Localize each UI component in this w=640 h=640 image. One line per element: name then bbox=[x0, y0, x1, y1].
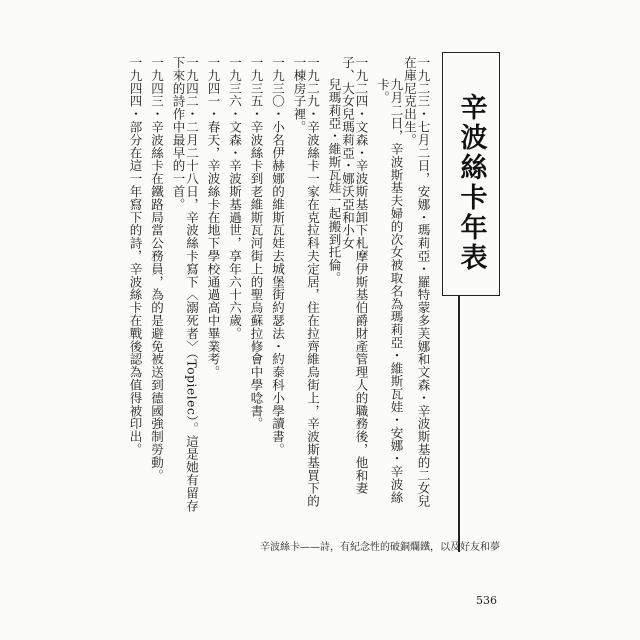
chapter-title: 辛波絲卡年表 bbox=[455, 93, 487, 273]
vertical-rule bbox=[458, 296, 460, 552]
entry-line: 一九三五・辛波絲卡到老維斯瓦河街上的聖烏蘇拉修會中學唸書。 bbox=[249, 56, 264, 431]
chronology-list bbox=[128, 56, 431, 516]
entry-line: 一九四二・二月二十八日，辛波絲卡寫下〈溺死者〉（Topielec）。這是她有留存下來的詩作中最早的一首。 bbox=[171, 56, 200, 513]
chronology-entry-1944 bbox=[129, 56, 143, 516]
chronology-entry-1930 bbox=[271, 56, 285, 516]
page-number: 536 bbox=[476, 594, 497, 607]
entry-line: 一九二四・文森・辛波斯基卸下札摩伊斯基伯爵財產管理人的職務後，他和妻子、大女兒瑪莉亞・娜沃亞和小女 bbox=[340, 56, 369, 495]
entry-line: 一九二九・辛波絲卡一家在克拉科夫定居，住在拉齊維烏街上，辛波斯基買下的一棟房子裡。 bbox=[292, 56, 321, 508]
chronology-entry-1935 bbox=[250, 56, 264, 516]
entry-line: 一九四三・辛波絲卡在鐵路局當公務員，為的是避免被送到德國強制勞動。 bbox=[149, 56, 165, 482]
entry-line: 九月二日，辛波斯基夫婦的次女被取名為瑪莉亞・維斯瓦娃・安娜・辛波絲卡。 bbox=[375, 78, 404, 504]
entry-line: 一九三〇・小名伊赫娜的維斯瓦娃去城堡街約瑟法・約泰科小學讀書。 bbox=[270, 56, 286, 456]
chronology-entry-1942 bbox=[172, 56, 199, 516]
entry-line: 兒瑪莉亞・維斯瓦娃一起搬到托倫。 bbox=[327, 78, 342, 285]
entry-line: 一九四四・部分在這一年寫下的詩，辛波絲卡在戰後認為值得被印出。 bbox=[128, 56, 143, 456]
running-footer: 辛波絲卡——詩，有紀念性的破銅爛鐵，以及好友和夢 bbox=[260, 542, 500, 553]
chronology-entry-1936 bbox=[228, 56, 242, 516]
entry-line: 一九四一・春天，辛波絲卡在地下學校通過高中畢業考。 bbox=[206, 56, 221, 379]
title-box bbox=[442, 52, 500, 296]
entry-line: 一九三六・文森・辛波斯基過世，享年六十六歲。 bbox=[227, 56, 243, 340]
chronology-entry-1924 bbox=[328, 56, 369, 516]
chronology-entry-1943 bbox=[150, 56, 164, 516]
chronology-entry-1923 bbox=[376, 56, 430, 516]
entry-line: 一九二三・七月二日，安娜・瑪莉亞・羅特蒙多芙娜和文森・辛波斯基的二女兒在庫尼克出生。 bbox=[402, 56, 431, 508]
chronology-entry-1941 bbox=[207, 56, 221, 516]
chronology-entry-1929 bbox=[293, 56, 320, 516]
